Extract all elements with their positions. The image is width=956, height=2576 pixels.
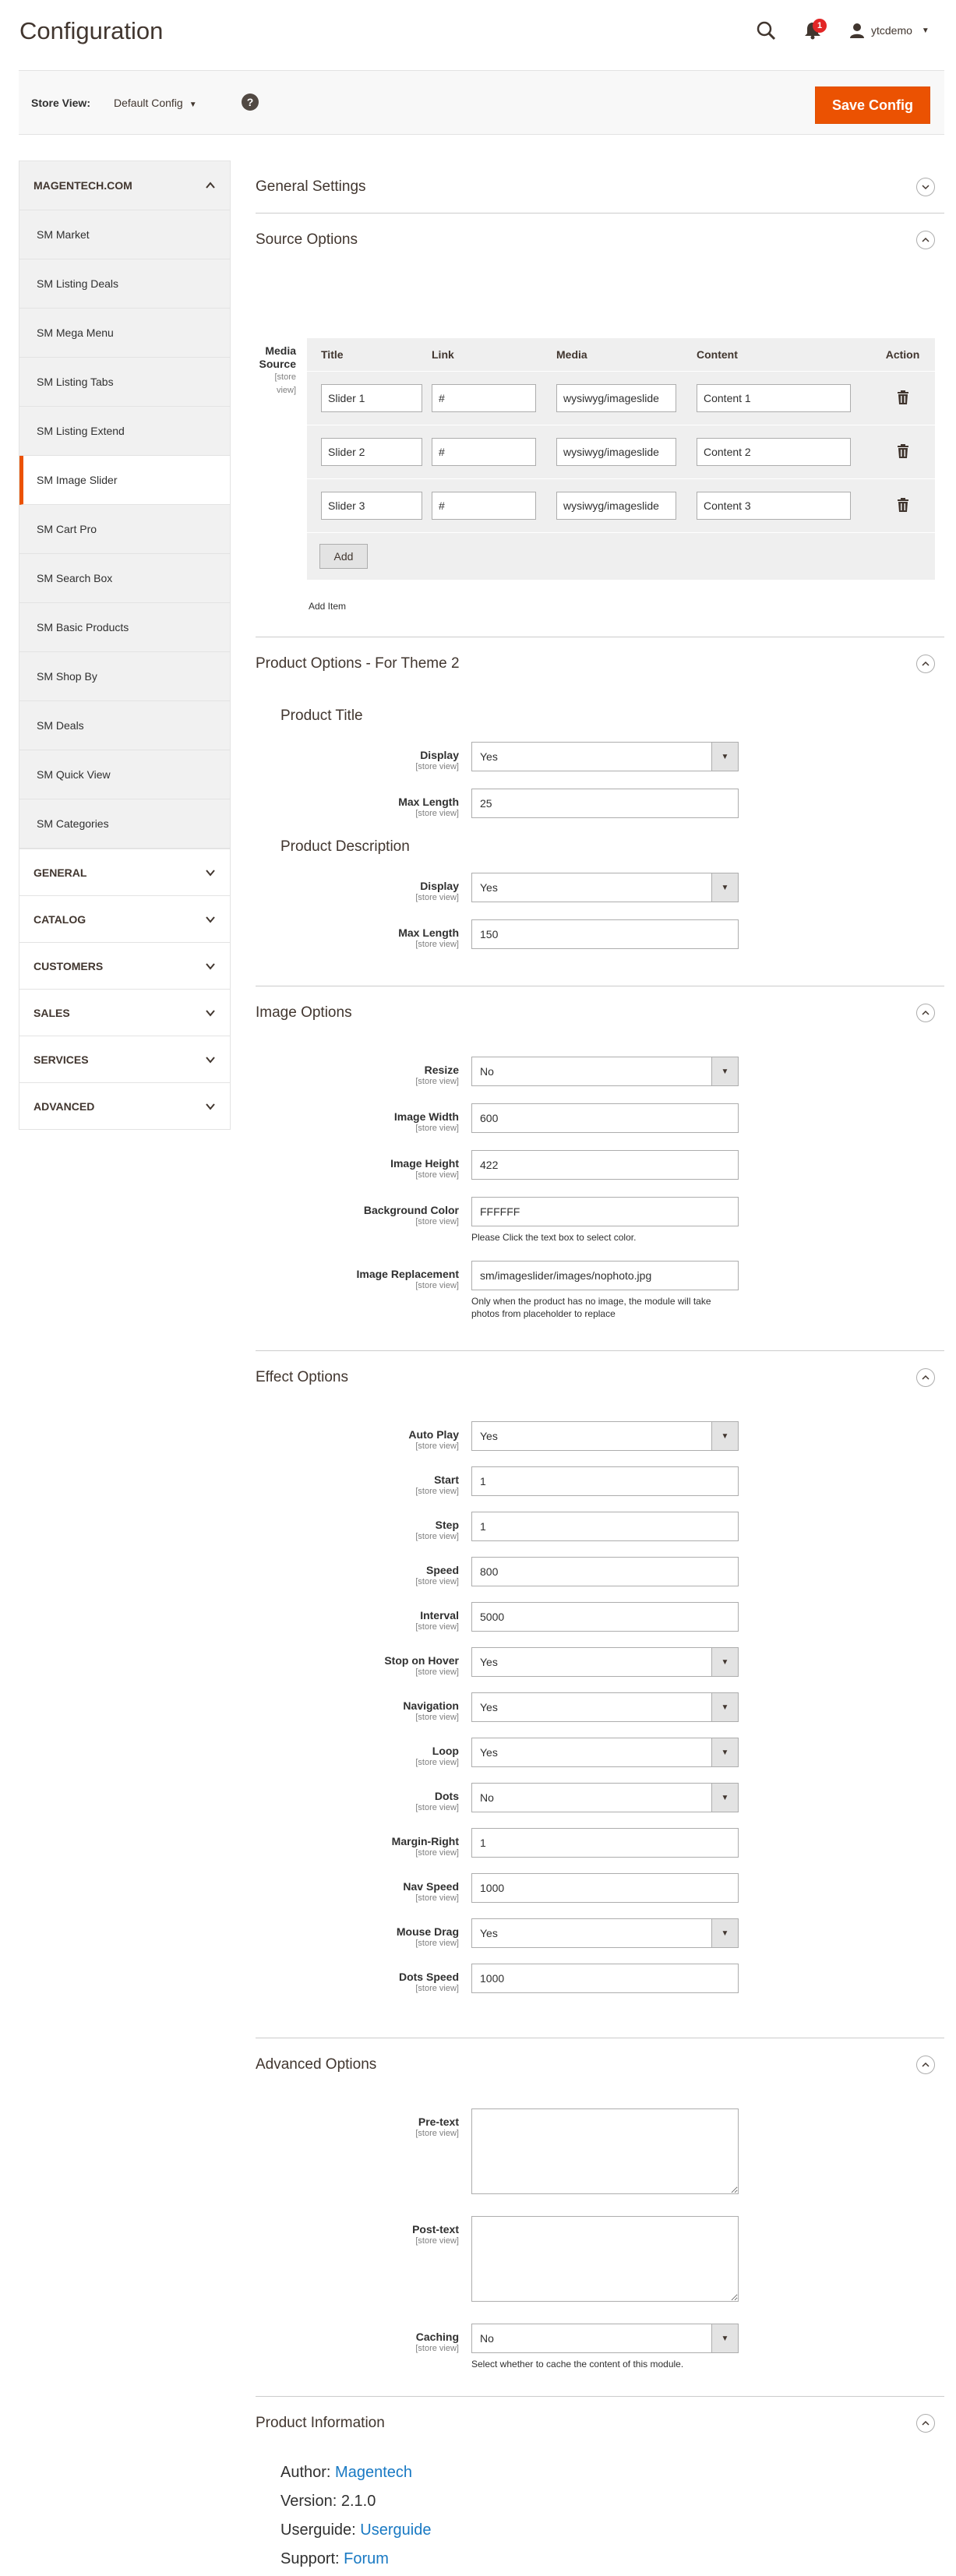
margin-right-input[interactable]: 1 <box>471 1828 739 1858</box>
field-label-text: Interval <box>420 1609 459 1621</box>
caret-down-icon: ▼ <box>711 1648 738 1676</box>
slide-link-input[interactable]: # <box>432 492 536 520</box>
sidebar-group[interactable] <box>19 896 231 943</box>
field-label-text: Step <box>435 1519 459 1531</box>
save-config-button[interactable]: Save Config <box>815 86 930 124</box>
section-header[interactable] <box>256 2038 944 2091</box>
column-header: Title <box>321 348 344 361</box>
info-label: Author: <box>280 2464 331 2481</box>
table-row <box>307 372 935 425</box>
slide-link-input[interactable]: # <box>432 438 536 466</box>
sidebar-tab-title[interactable] <box>19 161 230 210</box>
info-author <box>256 2464 944 2482</box>
caret-down-icon: ▼ <box>921 26 930 35</box>
select-value: Yes <box>480 1701 498 1713</box>
start-input[interactable]: 1 <box>471 1466 739 1496</box>
info-label: Support: <box>280 2550 340 2567</box>
background-color-input[interactable]: FFFFFF <box>471 1197 739 1226</box>
slide-title-input[interactable]: Slider 3 <box>321 492 422 520</box>
add-item-label: Add Item <box>309 601 347 612</box>
table-cell <box>697 438 870 466</box>
select-value: No <box>480 1791 494 1804</box>
caret-down-icon: ▼ <box>711 1057 738 1085</box>
field-value <box>471 1197 739 1244</box>
field-label-text: Image Width <box>393 1110 459 1123</box>
field-label <box>256 2216 471 2246</box>
media-source-text: Media Source <box>259 344 296 370</box>
user-icon <box>849 23 865 38</box>
chevron-down-icon <box>205 1101 216 1112</box>
field-row <box>256 1150 944 1180</box>
scope-note: [store view] <box>415 1077 459 1086</box>
field-label <box>256 1828 471 1858</box>
section-title: Source Options <box>256 231 358 248</box>
field-label-text: Max Length <box>398 926 459 939</box>
scope-note: [store view] <box>274 372 296 395</box>
sidebar-group-label: SERVICES <box>34 1053 89 1066</box>
chevron-down-icon <box>205 1007 216 1018</box>
field-label-text: Margin-Right <box>391 1835 459 1847</box>
add-row-button[interactable]: Add <box>319 544 368 569</box>
store-view-label: Store View: <box>31 97 90 109</box>
sidebar-item[interactable]: SM Search Box <box>19 554 230 603</box>
field-row <box>256 1873 944 1903</box>
table-cell <box>432 384 556 412</box>
dots-select[interactable] <box>471 1783 739 1812</box>
table-cell <box>697 492 870 520</box>
scope-note: [store view] <box>415 1939 459 1948</box>
field-label <box>256 1873 471 1903</box>
field-row <box>256 1828 944 1858</box>
scope-note: [store view] <box>415 1758 459 1767</box>
sidebar-group[interactable] <box>19 990 231 1036</box>
title-display-select[interactable] <box>471 742 739 771</box>
field-note: Only when the product has no image, the module will take photos from placeholder to replace <box>471 1296 711 1319</box>
table-cell <box>307 384 432 412</box>
description-display-select[interactable] <box>471 873 739 902</box>
field-row <box>256 2108 944 2194</box>
field-label <box>256 2324 471 2353</box>
field-row <box>256 2324 944 2370</box>
field-row <box>256 742 944 771</box>
config-sidebar <box>19 161 231 1130</box>
field-label <box>256 2108 471 2138</box>
field-row <box>256 2216 944 2302</box>
mouse-drag-select[interactable] <box>471 1918 739 1948</box>
page-header <box>0 0 956 70</box>
chevron-up-icon <box>916 1004 935 1022</box>
description-max-length-input[interactable]: 150 <box>471 919 739 949</box>
scope-note: [store view] <box>415 2344 459 2353</box>
slide-title-input[interactable]: Slider 1 <box>321 384 422 412</box>
field-row <box>256 1692 944 1722</box>
caret-down-icon: ▼ <box>711 1422 738 1450</box>
sidebar-item[interactable]: SM Listing Deals <box>19 259 230 309</box>
scope-note: [store view] <box>415 1487 459 1496</box>
section-title: Image Options <box>256 1004 352 1021</box>
chevron-up-icon <box>916 2056 935 2074</box>
field-label-text: Stop on Hover <box>384 1654 459 1667</box>
select-value: Yes <box>480 1656 498 1668</box>
product-description-heading: Product Description <box>280 838 410 855</box>
select-value: Yes <box>480 750 498 763</box>
select-value: Yes <box>480 881 498 894</box>
section-source-options <box>256 213 944 637</box>
field-row <box>256 1647 944 1677</box>
field-label <box>256 873 471 902</box>
caret-down-icon: ▼ <box>189 101 197 109</box>
table-row <box>307 425 935 479</box>
post-text-textarea[interactable] <box>471 2216 739 2302</box>
sidebar-item[interactable]: SM Basic Products <box>19 603 230 652</box>
nav-speed-input[interactable]: 1000 <box>471 1873 739 1903</box>
field-label <box>256 1918 471 1948</box>
stop-on-hover-select[interactable] <box>471 1647 739 1677</box>
section-header[interactable] <box>256 637 944 690</box>
field-label <box>256 742 471 771</box>
chevron-up-icon <box>916 655 935 673</box>
sidebar-item[interactable]: SM Mega Menu <box>19 309 230 358</box>
field-row <box>256 1103 944 1133</box>
field-label <box>256 1261 471 1290</box>
field-label <box>256 1692 471 1722</box>
field-label-text: Post-text <box>412 2223 459 2235</box>
field-value <box>471 2324 739 2370</box>
notification-badge[interactable]: 1 <box>813 19 827 33</box>
sidebar-group[interactable] <box>19 1083 231 1130</box>
field-row <box>256 919 944 949</box>
field-note: Please Click the text box to select color. <box>471 1232 637 1243</box>
chevron-down-icon <box>205 1054 216 1065</box>
field-label <box>256 1783 471 1812</box>
table-cell <box>870 390 935 407</box>
table-cell <box>307 438 432 466</box>
table-cell <box>307 492 432 520</box>
forum-link[interactable]: Forum <box>344 2550 389 2567</box>
column-header: Media <box>556 348 587 361</box>
store-view-value: Default Config <box>114 97 183 109</box>
table-cell <box>556 384 697 412</box>
scope-note: [store view] <box>415 893 459 902</box>
table-row <box>307 479 935 533</box>
slide-content-input[interactable]: Content 2 <box>697 438 851 466</box>
chevron-down-icon <box>205 867 216 878</box>
chevron-down-icon <box>205 914 216 925</box>
media-source-label <box>256 344 296 397</box>
table-footer <box>307 533 935 580</box>
sidebar-group[interactable] <box>19 943 231 990</box>
field-label <box>256 1512 471 1541</box>
sidebar-group[interactable] <box>19 849 231 896</box>
user-menu[interactable] <box>849 20 930 41</box>
slide-media-input[interactable]: wysiwyg/imageslide <box>556 438 676 466</box>
speed-input[interactable]: 800 <box>471 1557 739 1586</box>
field-label <box>256 919 471 949</box>
image-width-input[interactable]: 600 <box>471 1103 739 1133</box>
field-row <box>256 1738 944 1767</box>
help-icon[interactable]: ? <box>242 94 259 111</box>
field-label-text: Nav Speed <box>403 1880 459 1893</box>
field-label <box>256 1103 471 1133</box>
step-input[interactable]: 1 <box>471 1512 739 1541</box>
chevron-up-icon <box>205 180 216 191</box>
scope-note: [store view] <box>415 2129 459 2138</box>
dots-speed-input[interactable]: 1000 <box>471 1964 739 1993</box>
section-advanced-options <box>256 2038 944 2397</box>
page-title: Configuration <box>19 17 164 44</box>
image-replacement-input[interactable]: sm/imageslider/images/nophoto.jpg <box>471 1261 739 1290</box>
info-userguide <box>256 2521 944 2539</box>
table-cell <box>432 492 556 520</box>
scope-note: [store view] <box>415 1984 459 1993</box>
field-row <box>256 1783 944 1812</box>
media-source-table <box>307 338 935 580</box>
field-label <box>256 1557 471 1586</box>
sidebar-tab-label: MAGENTECH.COM <box>34 179 132 192</box>
sidebar-item[interactable]: SM Listing Extend <box>19 407 230 456</box>
scope-note: [store view] <box>415 1713 459 1722</box>
sidebar-group-label: SALES <box>34 1006 70 1019</box>
field-row <box>256 1918 944 1948</box>
interval-input[interactable]: 5000 <box>471 1602 739 1632</box>
section-title: General Settings <box>256 178 366 195</box>
title-max-length-input[interactable]: 25 <box>471 789 739 818</box>
section-product-information <box>256 2397 944 2576</box>
table-cell <box>697 384 870 412</box>
scope-note: [store view] <box>415 1667 459 1677</box>
scope-note: [store view] <box>415 1170 459 1180</box>
table-header <box>307 338 935 372</box>
section-header[interactable] <box>256 161 944 213</box>
scope-note: [store view] <box>415 1622 459 1632</box>
field-label-text: Mouse Drag <box>396 1925 459 1938</box>
chevron-down-icon <box>916 178 935 196</box>
scope-note: [store view] <box>415 1577 459 1586</box>
caret-down-icon: ▼ <box>711 1693 738 1721</box>
field-label-text: Max Length <box>398 796 459 808</box>
slide-title-input[interactable]: Slider 2 <box>321 438 422 466</box>
field-row <box>256 1466 944 1496</box>
field-label <box>256 1738 471 1767</box>
field-row <box>256 1057 944 1086</box>
field-label <box>256 1647 471 1677</box>
field-note: Select whether to cache the content of this module. <box>471 2359 684 2370</box>
field-row <box>256 1197 944 1244</box>
field-label-text: Start <box>434 1473 459 1486</box>
section-title: Advanced Options <box>256 2056 377 2073</box>
sidebar-group-label: CUSTOMERS <box>34 959 104 972</box>
scope-note: [store view] <box>415 1124 459 1133</box>
search-icon[interactable] <box>756 20 776 41</box>
scope-note: [store view] <box>415 762 459 771</box>
section-title: Product Information <box>256 2415 385 2431</box>
caret-down-icon: ▼ <box>711 873 738 902</box>
info-label: Userguide: <box>280 2521 356 2539</box>
slide-content-input[interactable]: Content 3 <box>697 492 851 520</box>
info-label: Version: <box>280 2493 337 2510</box>
section-image-options <box>256 986 944 1351</box>
section-general-settings <box>256 161 944 213</box>
caching-select[interactable] <box>471 2324 739 2353</box>
field-label-text: Resize <box>424 1064 459 1076</box>
field-label-text: Caching <box>415 2331 459 2343</box>
scope-note: [store view] <box>415 1281 459 1290</box>
section-effect-options <box>256 1351 944 2038</box>
loop-select[interactable] <box>471 1738 739 1767</box>
trash-icon[interactable] <box>897 390 909 404</box>
select-value: No <box>480 2332 494 2345</box>
field-label-text: Dots <box>434 1790 459 1802</box>
field-label-text: Auto Play <box>408 1428 459 1441</box>
field-label <box>256 1964 471 1993</box>
column-header: Content <box>697 348 738 361</box>
section-header[interactable] <box>256 1351 944 1404</box>
slide-link-input[interactable]: # <box>432 384 536 412</box>
field-row <box>256 1261 944 1320</box>
sidebar-item[interactable]: SM Shop By <box>19 652 230 701</box>
trash-icon[interactable] <box>897 498 909 512</box>
field-row <box>256 1512 944 1541</box>
scope-note: [store view] <box>415 1803 459 1812</box>
scope-note: [store view] <box>415 1532 459 1541</box>
info-version <box>256 2493 944 2511</box>
field-value <box>471 1261 739 1320</box>
table-cell <box>870 498 935 514</box>
field-label-text: Display <box>420 880 459 892</box>
sidebar-item[interactable]: SM Market <box>19 210 230 259</box>
field-row <box>256 1421 944 1451</box>
section-title: Effect Options <box>256 1369 348 1385</box>
section-header[interactable] <box>256 2397 944 2450</box>
caret-down-icon: ▼ <box>711 2324 738 2352</box>
navigation-select[interactable] <box>471 1692 739 1722</box>
slide-media-input[interactable]: wysiwyg/imageslide <box>556 492 676 520</box>
field-label <box>256 1057 471 1086</box>
caret-down-icon: ▼ <box>711 1784 738 1812</box>
info-support <box>256 2550 944 2568</box>
field-label-text: Display <box>420 749 459 761</box>
section-header[interactable] <box>256 986 944 1039</box>
field-label <box>256 1466 471 1496</box>
field-label-text: Pre-text <box>418 2115 459 2128</box>
store-view-switcher[interactable] <box>114 97 197 109</box>
column-header: Link <box>432 348 454 361</box>
pre-text-textarea[interactable] <box>471 2108 739 2194</box>
version-value: 2.1.0 <box>340 2493 376 2510</box>
chevron-up-icon <box>916 231 935 249</box>
sidebar-item[interactable]: SM Deals <box>19 701 230 750</box>
field-label-text: Background Color <box>363 1204 459 1216</box>
field-label-text: Loop <box>432 1745 459 1757</box>
scope-note: [store view] <box>415 1442 459 1451</box>
caret-down-icon: ▼ <box>711 1738 738 1766</box>
sidebar-item[interactable]: SM Categories <box>19 799 230 849</box>
sidebar-item[interactable]: SM Image Slider <box>19 456 230 505</box>
select-value: Yes <box>480 1746 498 1759</box>
sidebar-group-label: CATALOG <box>34 912 86 926</box>
field-label-text: Image Height <box>390 1157 459 1170</box>
scope-note: [store view] <box>415 940 459 949</box>
scope-note: [store view] <box>415 2236 459 2246</box>
field-row <box>256 1557 944 1586</box>
trash-icon[interactable] <box>897 444 909 458</box>
product-title-heading: Product Title <box>280 708 363 724</box>
scope-note: [store view] <box>415 1848 459 1858</box>
config-main <box>256 161 944 2576</box>
caret-down-icon: ▼ <box>711 743 738 771</box>
userguide-link[interactable]: Userguide <box>360 2521 432 2539</box>
table-cell <box>432 438 556 466</box>
sidebar-group-label: ADVANCED <box>34 1099 95 1113</box>
field-row <box>256 789 944 818</box>
table-cell <box>870 444 935 461</box>
field-row <box>256 1964 944 1993</box>
username: ytcdemo <box>871 24 912 37</box>
chevron-up-icon <box>916 1368 935 1387</box>
field-label-text: Image Replacement <box>356 1268 459 1280</box>
table-cell <box>556 492 697 520</box>
image-height-input[interactable]: 422 <box>471 1150 739 1180</box>
field-label <box>256 1150 471 1180</box>
chevron-up-icon <box>916 2414 935 2433</box>
sidebar-item[interactable]: SM Listing Tabs <box>19 358 230 407</box>
select-value: Yes <box>480 1430 498 1442</box>
table-cell <box>556 438 697 466</box>
caret-down-icon: ▼ <box>711 1919 738 1947</box>
field-label <box>256 1421 471 1451</box>
field-label-text: Navigation <box>403 1699 459 1712</box>
scope-note: [store view] <box>415 1893 459 1903</box>
select-value: Yes <box>480 1927 498 1939</box>
resize-select[interactable] <box>471 1057 739 1086</box>
section-product-options <box>256 637 944 986</box>
section-title: Product Options - For Theme 2 <box>256 655 460 672</box>
scope-note: [store view] <box>415 1217 459 1226</box>
slide-content-input[interactable]: Content 1 <box>697 384 851 412</box>
sidebar-group[interactable] <box>19 1036 231 1083</box>
scope-note: [store view] <box>415 809 459 818</box>
field-label <box>256 1197 471 1226</box>
field-label <box>256 789 471 818</box>
sidebar-item[interactable]: SM Cart Pro <box>19 505 230 554</box>
column-header: Action <box>885 348 920 361</box>
select-value: No <box>480 1065 494 1078</box>
field-label-text: Dots Speed <box>398 1971 459 1983</box>
section-header[interactable] <box>256 213 944 266</box>
auto-play-select[interactable] <box>471 1421 739 1451</box>
chevron-down-icon <box>205 961 216 972</box>
store-view-bar <box>19 70 944 135</box>
sidebar-item[interactable]: SM Quick View <box>19 750 230 799</box>
field-label-text: Speed <box>425 1564 459 1576</box>
sidebar-group-label: GENERAL <box>34 866 87 879</box>
sidebar-tab-magentech <box>19 161 231 849</box>
slide-media-input[interactable]: wysiwyg/imageslide <box>556 384 676 412</box>
author-link[interactable]: Magentech <box>335 2464 413 2481</box>
field-row <box>256 1602 944 1632</box>
field-label <box>256 1602 471 1632</box>
field-row <box>256 873 944 902</box>
